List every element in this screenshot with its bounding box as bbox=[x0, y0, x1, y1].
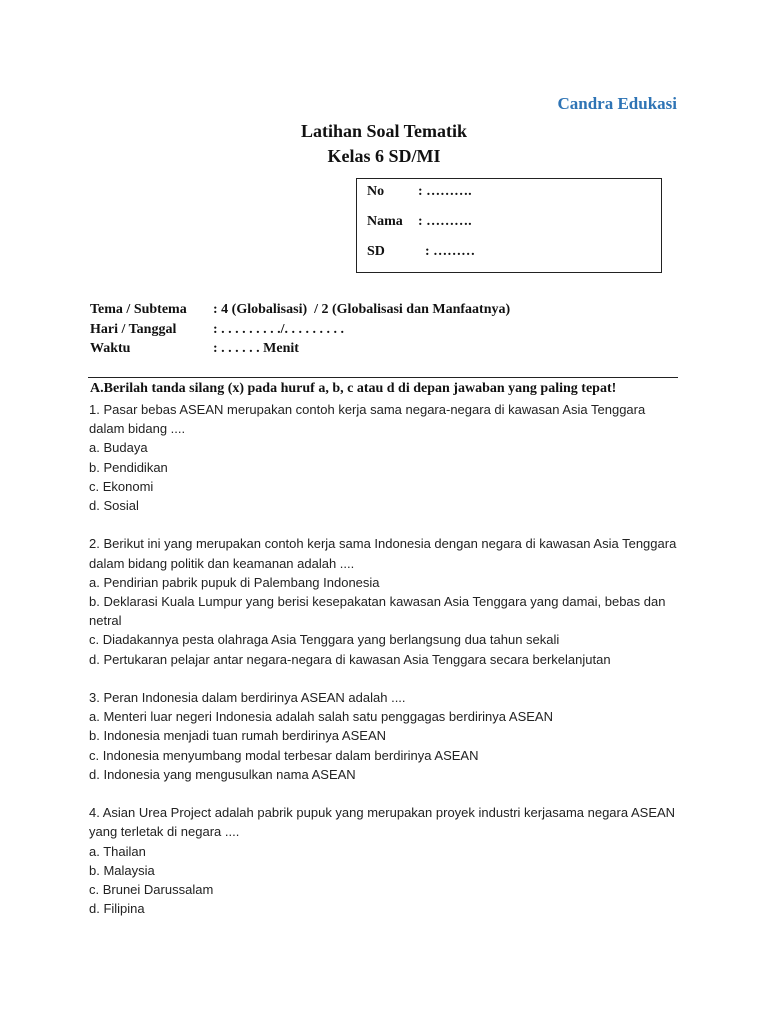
id-value[interactable]: : ………. bbox=[418, 184, 472, 199]
brand-name: Candra Edukasi bbox=[557, 94, 677, 113]
answer-option[interactable]: d. Pertukaran pelajar antar negara-negara di kawasan Asia Tenggara secara berkelanjutan bbox=[89, 651, 611, 667]
id-label: SD bbox=[367, 244, 385, 259]
meta-label: Waktu bbox=[90, 341, 131, 356]
answer-option[interactable]: c. Diadakannya pesta olahraga Asia Tenggara yang berlangsung dua tahun sekali bbox=[89, 632, 560, 648]
answer-option[interactable]: a. Thailan bbox=[89, 843, 146, 859]
question bbox=[89, 688, 679, 784]
meta-tema bbox=[90, 302, 510, 318]
student-id-box bbox=[356, 178, 662, 273]
question bbox=[89, 534, 679, 668]
id-label: No bbox=[367, 184, 385, 199]
answer-option[interactable]: c. Brunei Darussalam bbox=[89, 882, 214, 898]
id-row-no bbox=[367, 184, 472, 200]
question-stem: 4. Asian Urea Project adalah pabrik pupuk yang merupakan proyek industri kerjasama negara ASEAN yang terletak di negara .... bbox=[89, 805, 676, 840]
id-row-sd bbox=[367, 244, 475, 260]
answer-option[interactable]: d. Indonesia yang mengusulkan nama ASEAN bbox=[89, 766, 356, 782]
meta-value[interactable]: : . . . . . . Menit bbox=[213, 341, 299, 356]
divider bbox=[88, 377, 678, 378]
answer-option[interactable]: a. Budaya bbox=[89, 440, 148, 456]
meta-label: Tema / Subtema bbox=[90, 302, 187, 317]
question-stem: 1. Pasar bebas ASEAN merupakan contoh kerja sama negara-negara di kawasan Asia Tenggara dalam bidang .... bbox=[89, 402, 646, 437]
meta-waktu bbox=[90, 341, 299, 357]
meta-label: Hari / Tanggal bbox=[90, 322, 177, 337]
id-row-nama bbox=[367, 214, 472, 230]
answer-option[interactable]: c. Indonesia menyumbang modal terbesar dalam berdirinya ASEAN bbox=[89, 747, 479, 763]
answer-option[interactable]: d. Sosial bbox=[89, 498, 139, 514]
question-stem: 2. Berikut ini yang merupakan contoh kerja sama Indonesia dengan negara di kawasan Asia Tenggara dalam bidang politik dan keamanan adalah .... bbox=[89, 536, 677, 571]
answer-option[interactable]: d. Filipina bbox=[89, 901, 145, 917]
page-title: Latihan Soal Tematik bbox=[300, 121, 468, 141]
answer-option[interactable]: c. Ekonomi bbox=[89, 478, 154, 494]
answer-option[interactable]: b. Deklarasi Kuala Lumpur yang berisi kesepakatan kawasan Asia Tenggara yang damai, bebas dan netral bbox=[89, 594, 666, 629]
answer-option[interactable]: b. Pendidikan bbox=[89, 459, 168, 475]
answer-option[interactable]: a. Pendirian pabrik pupuk di Palembang Indonesia bbox=[89, 574, 380, 590]
question bbox=[89, 400, 679, 515]
meta-value[interactable]: : . . . . . . . . ./. . . . . . . . . bbox=[213, 322, 345, 337]
question-list bbox=[89, 400, 679, 938]
id-value[interactable]: : ……… bbox=[418, 244, 476, 259]
answer-option[interactable]: b. Indonesia menjadi tuan rumah berdirinya ASEAN bbox=[89, 728, 387, 744]
meta-tanggal bbox=[90, 322, 344, 338]
instruction: A.Berilah tanda silang (x) pada huruf a, b, c atau d di depan jawaban yang paling tepat! bbox=[90, 381, 617, 396]
page-subtitle: Kelas 6 SD/MI bbox=[327, 146, 441, 166]
answer-option[interactable]: b. Malaysia bbox=[89, 862, 155, 878]
question-stem: 3. Peran Indonesia dalam berdirinya ASEAN adalah .... bbox=[89, 690, 406, 706]
meta-value: : 4 (Globalisasi) / 2 (Globalisasi dan Manfaatnya) bbox=[213, 302, 511, 317]
id-value[interactable]: : ………. bbox=[418, 214, 472, 229]
question bbox=[89, 803, 679, 918]
answer-option[interactable]: a. Menteri luar negeri Indonesia adalah salah satu penggagas berdirinya ASEAN bbox=[89, 709, 553, 725]
id-label: Nama bbox=[367, 214, 403, 229]
